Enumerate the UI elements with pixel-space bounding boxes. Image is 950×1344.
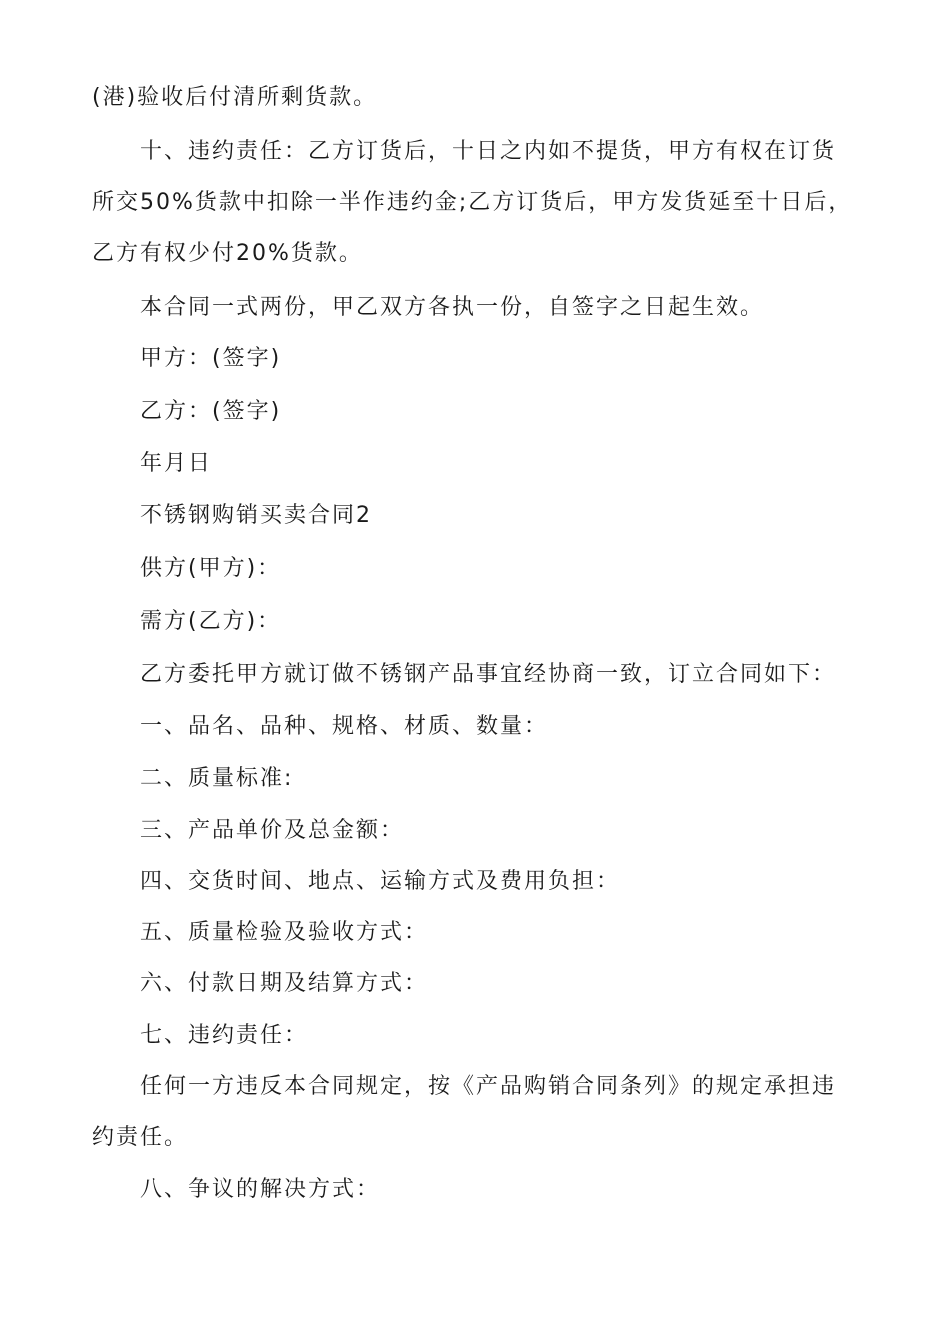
paragraph-clause-ten-liability: 十、违约责任：乙方订货后，十日之内如不提货，甲方有权在订货所交50%货款中扣除一半作违约金;乙方订货后，甲方发货延至十日后，乙方有权少付20%货款。 <box>92 139 853 266</box>
clause-eight-dispute: 八、争议的解决方式： <box>140 1177 381 1202</box>
paragraph-payment-remainder: (港)验收后付清所剩货款。 <box>92 85 378 110</box>
paragraph-buyer: 需方(乙方)： <box>140 609 282 634</box>
clause-three-price: 三、产品单价及总金额： <box>140 818 405 843</box>
clause-five-inspection: 五、质量检验及验收方式： <box>140 920 429 945</box>
clause-two-quality: 二、质量标准: <box>140 766 294 791</box>
paragraph-party-b-signature: 乙方：(签字) <box>140 399 282 424</box>
clause-one-product: 一、品名、品种、规格、材质、数量： <box>140 714 549 739</box>
paragraph-supplier: 供方(甲方)： <box>140 556 282 581</box>
paragraph-contract-intro: 乙方委托甲方就订做不锈钢产品事宜经协商一致，订立合同如下： <box>140 662 837 687</box>
paragraph-party-a-signature: 甲方：(签字) <box>140 346 282 371</box>
paragraph-breach-rule: 任何一方违反本合同规定，按《产品购销合同条列》的规定承担违约责任。 <box>92 1074 837 1150</box>
clause-seven-liability: 七、违约责任： <box>140 1023 309 1048</box>
paragraph-contract-copies: 本合同一式两份，甲乙双方各执一份，自签字之日起生效。 <box>140 295 765 320</box>
paragraph-date-line: 年月日 <box>140 451 213 476</box>
clause-six-payment: 六、付款日期及结算方式： <box>140 971 429 996</box>
contract-2-title: 不锈钢购销买卖合同2 <box>140 503 372 528</box>
clause-four-delivery: 四、交货时间、地点、运输方式及费用负担： <box>140 869 621 894</box>
